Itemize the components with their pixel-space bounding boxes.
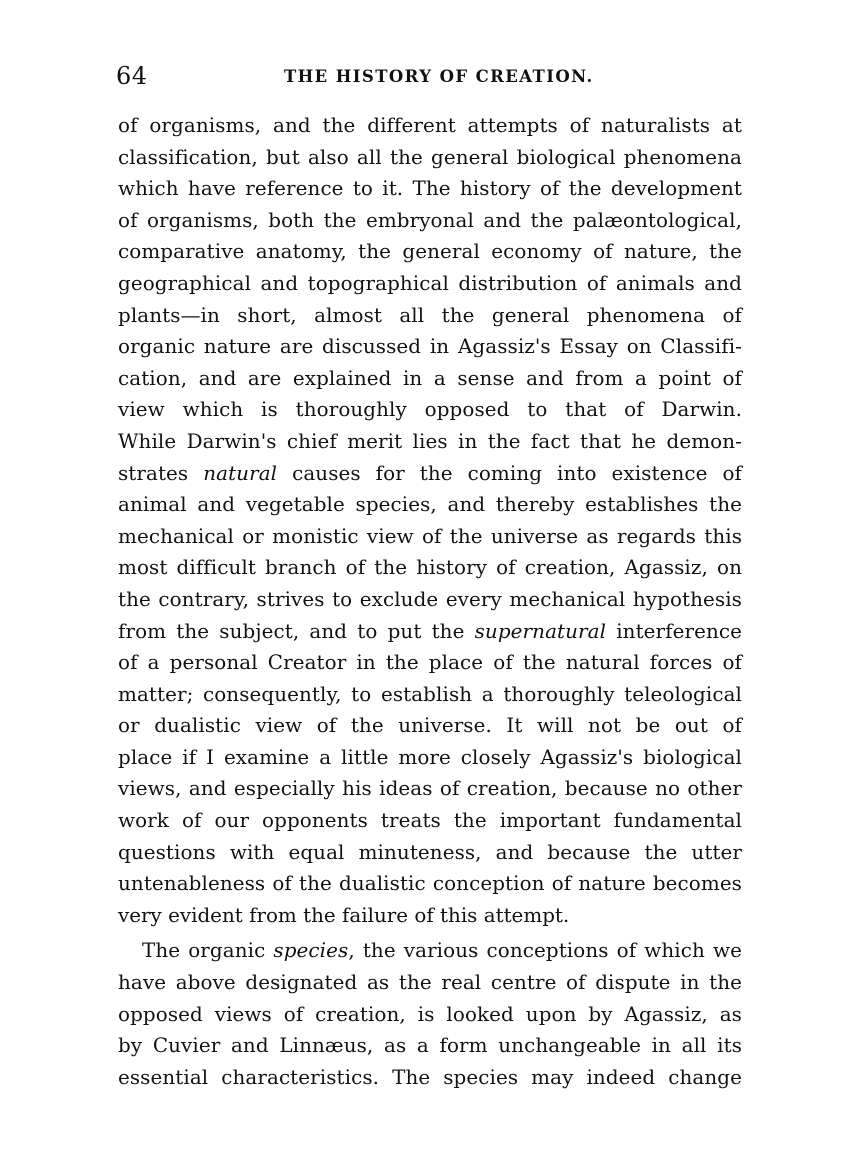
text-line: animal and vegetable species, and thereby establishes the (118, 493, 742, 517)
text-line: by Cuvier and Linnæus, as a form unchangeable in all its (118, 1034, 742, 1058)
text-line: The organic species, the various conceptions of which we (142, 939, 742, 963)
text-line: of organisms, and the different attempts of naturalists at (118, 114, 742, 137)
text-line: place if I examine a little more closely Agassiz's biological (118, 745, 742, 769)
text-line: matter; consequently, to establish a thoroughly teleological (118, 682, 742, 706)
text-line: most difficult branch of the history of creation, Agassiz, on (118, 556, 742, 580)
emphasized-word: natural (203, 461, 278, 485)
emphasized-word: supernatural (474, 619, 607, 643)
text-line: questions with equal minuteness, and because the utter (118, 840, 742, 864)
text-line: or dualistic view of the universe. It will not be out of (118, 714, 742, 738)
text-line: have above designated as the real centre of dispute in the (118, 971, 742, 995)
emphasized-word: species (273, 939, 349, 963)
text-line: which have reference to it. The history of the development (118, 177, 742, 201)
text-line: plants—in short, almost all the general phenomena of (118, 303, 742, 327)
text-line: classification, but also all the general biological phenomena (118, 145, 742, 169)
text-line: work of our opponents treats the important fundamental (118, 809, 742, 833)
text-line: mechanical or monistic view of the universe as regards this (118, 524, 742, 548)
text-line: opposed views of creation, is looked upon by Agassiz, as (118, 1002, 742, 1026)
text-line: of organisms, both the embryonal and the palæontological, (118, 208, 742, 232)
text-line: untenableness of the dualistic conception of nature becomes (118, 872, 742, 896)
text-line: essential characteristics. The species may indeed change (118, 1065, 742, 1089)
text-line: very evident from the failure of this attempt. (118, 903, 570, 927)
text-line: the contrary, strives to exclude every mechanical hypothesis (118, 587, 742, 611)
text-line: from the subject, and to put the supernatural interference (118, 619, 743, 643)
running-title: THE HISTORY OF CREATION. (284, 67, 594, 86)
page-number: 64 (116, 62, 148, 90)
text-line: comparative anatomy, the general economy of nature, the (118, 240, 742, 264)
text-line: views, and especially his ideas of creation, because no other (118, 777, 742, 801)
text-line: view which is thoroughly opposed to that of Darwin. (118, 398, 742, 422)
text-line: of a personal Creator in the place of the natural forces of (118, 651, 742, 675)
text-line: organic nature are discussed in Agassiz's Essay on Classifi- (118, 335, 742, 359)
text-line: geographical and topographical distribution of animals and (118, 271, 742, 295)
body-text (118, 110, 742, 1093)
text-line: strates natural causes for the coming into existence of (118, 461, 743, 485)
text-line: While Darwin's chief merit lies in the fact that he demon- (118, 429, 742, 453)
running-header (116, 60, 740, 92)
text-line: cation, and are explained in a sense and from a point of (118, 366, 742, 390)
